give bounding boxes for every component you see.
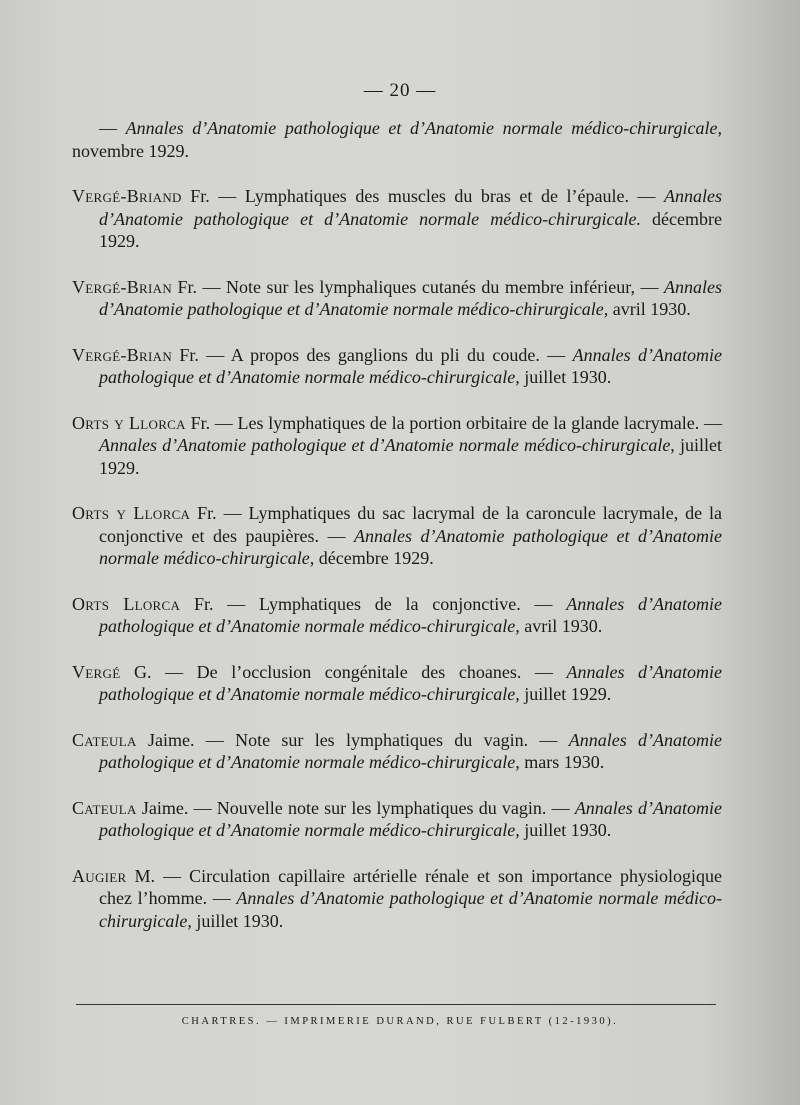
bibliography-entry — [72, 276, 722, 321]
entry-date: mars 1930. — [524, 752, 605, 772]
entry-journal: Annales d’Anatomie pathologique et d’Anatomie normale médico-chirurgicale, — [99, 729, 722, 772]
entry-date: juillet 1929. — [99, 435, 722, 478]
entry-title: — De l’occlusion congénitale des choanes. — — [165, 661, 553, 682]
entry-title: — Lymphatiques du sac lacrymal de la caroncule lacrymale, de la conjonctive et des paupières. — — [99, 503, 723, 546]
entry-initial: Fr. — [190, 412, 211, 433]
entry-author: Cateula — [72, 797, 137, 818]
entry-journal: Annales d’Anatomie pathologique et d’Anatomie normale médico-chirurgicale, — [99, 276, 722, 319]
entry-title: — Nouvelle note sur les lymphatiques du vagin. — — [193, 797, 570, 818]
entry-journal: Annales d’Anatomie pathologique et d’Anatomie normale médico-chirurgicale, — [125, 118, 723, 138]
continuation-entry — [72, 117, 722, 162]
entry-initial: Jaime. — [147, 729, 195, 750]
entry-date: juillet 1930. — [524, 367, 612, 387]
bibliography-entry — [72, 729, 722, 774]
entry-date: avril 1930. — [524, 616, 603, 636]
entry-journal: Annales d’Anatomie pathologique et d’Anatomie normale médico-chirurgicale, — [99, 797, 722, 840]
entry-author: Cateula — [72, 729, 137, 750]
entry-title: — Lymphatiques des muscles du bras et de l’épaule. — — [218, 186, 656, 206]
entry-date: avril 1930. — [612, 299, 691, 319]
entry-author: Orts y Llorca — [72, 503, 191, 523]
entry-journal: Annales d’Anatomie pathologique et d’Anatomie normale médico-chirurgicale, — [99, 593, 722, 636]
entry-author: Orts Llorca — [72, 593, 181, 614]
entry-initial: Fr. — [197, 503, 217, 523]
entry-author: Vergé-Briand — [72, 186, 182, 206]
entry-date: juillet 1930. — [524, 820, 612, 840]
bibliography-entry — [72, 412, 722, 480]
entry-date: novembre 1929. — [72, 140, 189, 161]
bibliography-entry — [72, 797, 722, 842]
entry-author: Vergé-Brian — [72, 276, 173, 297]
bibliography-entry — [72, 344, 722, 389]
entry-initial: Fr. — [179, 344, 199, 365]
entry-author: Augier — [72, 865, 127, 886]
entry-journal: Annales d’Anatomie pathologique et d’Anatomie normale médico-chirurgicale, — [99, 344, 723, 387]
entry-title: — Lymphatiques de la conjonctive. — — [227, 593, 553, 614]
entry-title: — A propos des ganglions du pli du coude. — — [206, 344, 566, 365]
entry-initial: G. — [134, 661, 152, 682]
entry-initial: Fr. — [193, 593, 214, 614]
bibliography-list — [72, 117, 722, 955]
entry-initial: Jaime. — [141, 797, 189, 818]
entry-title: — Les lymphatiques de la portion orbitaire de la glande lacrymale. — — [214, 412, 723, 433]
bibliography-entry — [72, 502, 722, 570]
bibliography-entry — [72, 593, 722, 638]
entry-date: juillet 1929. — [524, 684, 612, 704]
page-number: — 20 — — [363, 80, 437, 101]
bibliography-entry — [72, 865, 722, 933]
entry-title: — Note sur les lymphaliques cutanés du membre inférieur, — — [202, 276, 659, 297]
entry-author: Orts y Llorca — [72, 412, 186, 433]
entry-journal: Annales d’Anatomie pathologique et d’Anatomie normale médico-chirurgicale, — [99, 525, 722, 568]
entry-journal: Annales d’Anatomie pathologique et d’Anatomie normale médico-chirurgicale. — [99, 186, 723, 229]
continuation-dash: — — [99, 118, 117, 138]
entry-title: — Circulation capillaire artérielle rénale et son importance physiologique chez l’homme. — — [99, 865, 722, 908]
entry-initial: Fr. — [177, 276, 198, 297]
entry-date: décembre 1929. — [318, 548, 434, 568]
entry-title: — Note sur les lymphatiques du vagin. — — [205, 729, 558, 750]
bibliography-entry — [72, 661, 722, 706]
entry-initial: M. — [134, 865, 156, 886]
entry-journal: Annales d’Anatomie pathologique et d’Anatomie normale médico-chirurgicale, — [99, 888, 722, 931]
entry-journal: Annales d’Anatomie pathologique et d’Anatomie normale médico-chirurgicale, — [99, 435, 675, 455]
entry-journal: Annales d’Anatomie pathologique et d’Anatomie normale médico-chirurgicale, — [99, 661, 723, 704]
footer-rule — [76, 1004, 716, 1005]
entry-author: Vergé-Brian — [72, 344, 173, 365]
printer-footer: CHARTRES. — IMPRIMERIE DURAND, RUE FULBERT (12-1930). — [181, 1016, 619, 1027]
bibliography-entry — [72, 185, 722, 253]
entry-date: juillet 1930. — [196, 910, 284, 931]
entry-date: décembre 1929. — [99, 208, 722, 251]
entry-author: Vergé — [72, 661, 121, 682]
entry-initial: Fr. — [190, 186, 210, 206]
